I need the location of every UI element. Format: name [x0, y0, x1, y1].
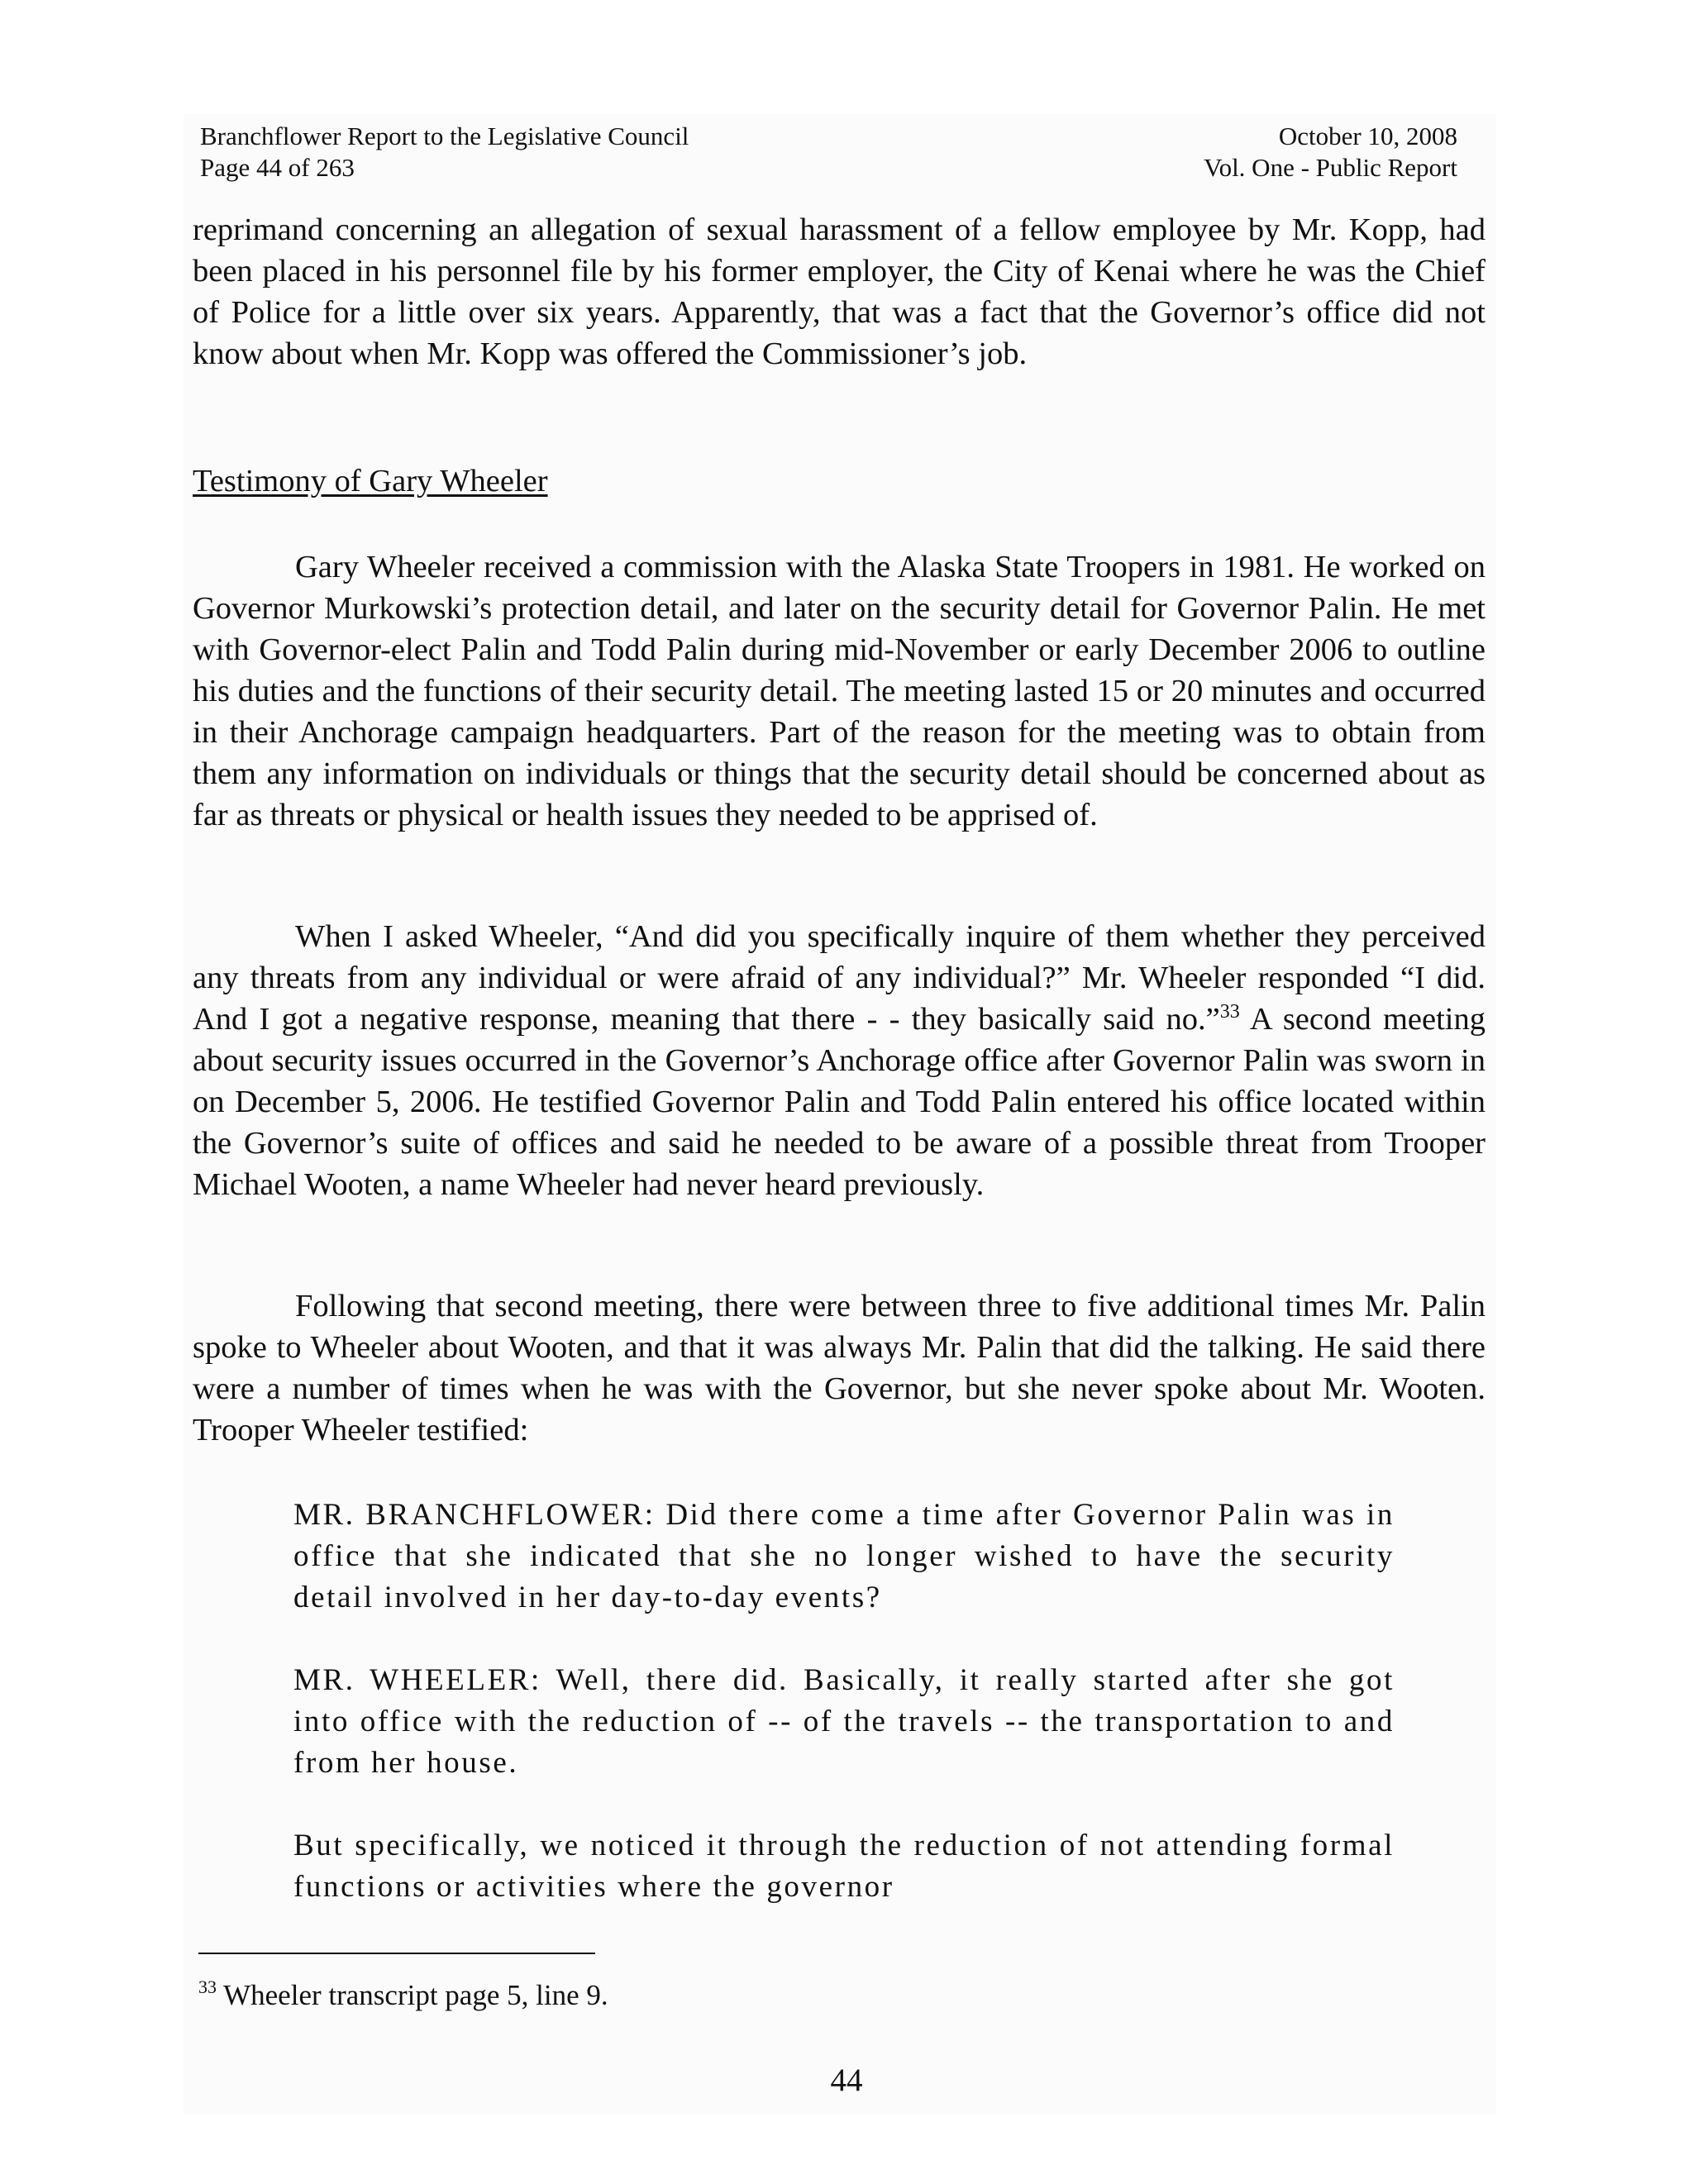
report-title: Branchflower Report to the Legislative Council [200, 122, 689, 150]
volume-label: Vol. One - Public Report [1204, 153, 1457, 182]
transcript-question: MR. BRANCHFLOWER: Did there come a time after Governor Palin was in office that she indicated that she no longer wished to have the security detail involved in her day-to-day events? [293, 1498, 1395, 1614]
footnote [198, 1977, 608, 2014]
footnote-text: Wheeler transcript page 5, line 9. [217, 1979, 608, 2011]
paragraph-wheeler-inquiry [193, 916, 1486, 1205]
transcript-answer-continued: But specifically, we noticed it through the reduction of not attending formal functions or activities where the governor [293, 1829, 1395, 1904]
paragraph-followup-meetings: Following that second meeting, there were between three to five additional times Mr. Palin spoke to Wheeler about Wooten, and that it was always Mr. Palin that did the talking. He said there were a number of times when he was with the Governor, but she never spoke about Mr. Wooten. Trooper Wheeler testified: [193, 1289, 1486, 1447]
transcript-answer: MR. WHEELER: Well, there did. Basically, it really started after she got into office with the reduction of -- of the travels -- the transportation to and from her house. [293, 1663, 1395, 1780]
paragraph-text-after-ref: A second meeting about security issues occurred in the Governor’s Anchorage office after Governor Palin was sworn in on December 5, 2006. He testified Governor Palin and Todd Palin entered his office located within the Governor’s suite of offices and said he needed to be aware of a possible threat from Trooper Michael Wooten, a name Wheeler had never heard previously. [193, 1002, 1486, 1202]
footnote-number: 33 [198, 1977, 217, 1997]
section-heading: Testimony of Gary Wheeler [193, 464, 548, 498]
running-header-left [200, 121, 689, 184]
report-date: October 10, 2008 [1278, 122, 1457, 150]
paragraph-wheeler-background: Gary Wheeler received a commission with the Alaska State Troopers in 1981. He worked on Governor Murkowski’s protection detail, and later on the security detail for Governor Palin. He met with Governor-elect Palin and Todd Palin during mid-November or early December 2006 to outline his duties and the functions of their security detail. The meeting lasted 15 or 20 minutes and occurred in their Anchorage campaign headquarters. Part of the reason for the meeting was to obtain from them any information on individuals or things that the security detail should be concerned about as far as threats or physical or health issues they needed to be apprised of. [193, 550, 1486, 832]
paragraph-continued: reprimand concerning an allegation of sexual harassment of a fellow employee by Mr. Kopp, had been placed in his personnel file by his former employer, the City of Kenai where he was the Chief of Police for a little over six years. Apparently, that was a fact that the Governor’s office did not know about when Mr. Kopp was offered the Commissioner’s job. [193, 212, 1486, 371]
page-label: Page 44 of 263 [200, 153, 355, 182]
footnote-reference[interactable]: 33 [1219, 1001, 1240, 1023]
running-header-right [1204, 121, 1457, 184]
footnote-divider [198, 1953, 595, 1954]
paragraph-text-before-ref: When I asked Wheeler, “And did you specifically inquire of them whether they perceived any threats from any individual or were afraid of any individual?” Mr. Wheeler responded “I did. And I got a negative response, meaning that there - - they basically said no.” [193, 919, 1486, 1037]
page-number: 44 [830, 2062, 863, 2098]
